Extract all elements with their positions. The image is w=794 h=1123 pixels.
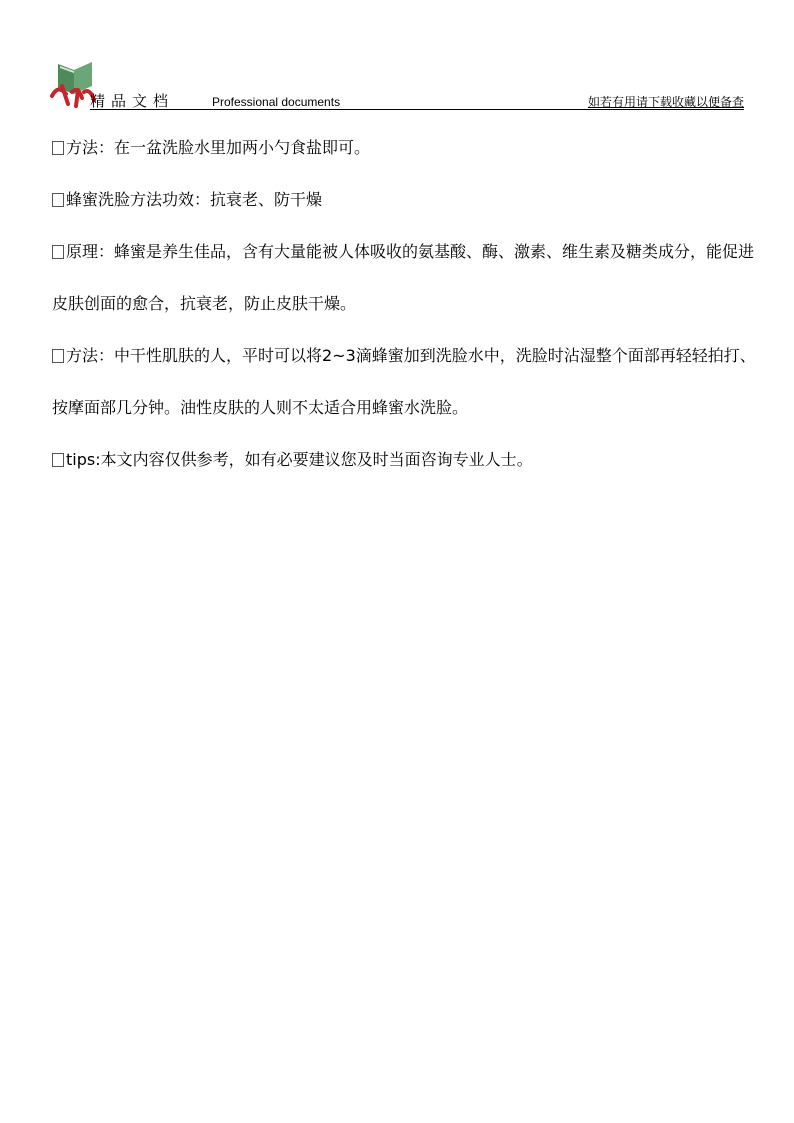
checkbox-icon xyxy=(52,193,64,207)
checkbox-icon xyxy=(52,453,64,467)
paragraph xyxy=(52,122,764,174)
paragraph xyxy=(52,226,764,330)
document-header xyxy=(48,56,760,112)
header-download-note: 如若有用请下载收藏以便备查 xyxy=(587,95,744,109)
header-title-en: Professional documents xyxy=(212,95,341,109)
document-body xyxy=(52,122,764,486)
paragraph-text: 方法：在一盆洗脸水里加两小勺食盐即可。 xyxy=(66,138,371,157)
paragraph-text: 蜂蜜洗脸方法功效：抗衰老、防干燥 xyxy=(66,190,323,209)
paragraph xyxy=(52,330,764,434)
paragraph-text: 方法：中干性肌肤的人，平时可以将2~3滴蜂蜜加到洗脸水中，洗脸时沾湿整个面部再轻轻拍打、按摩面部几分钟。油性皮肤的人则不太适合用蜂蜜水洗脸。 xyxy=(52,346,756,417)
checkbox-icon xyxy=(52,349,64,363)
paragraph xyxy=(52,174,764,226)
paragraph xyxy=(52,434,764,486)
header-title-cn: 精品文档 xyxy=(90,92,175,110)
checkbox-icon xyxy=(52,141,64,155)
checkbox-icon xyxy=(52,245,64,259)
paragraph-text: tips:本文内容仅供参考，如有必要建议您及时当面咨询专业人士。 xyxy=(66,450,533,469)
header-divider xyxy=(90,109,744,110)
paragraph-text: 原理：蜂蜜是养生佳品，含有大量能被人体吸收的氨基酸、酶、激素、维生素及糖类成分，能促进皮肤创面的愈合，抗衰老，防止皮肤干燥。 xyxy=(52,242,755,313)
